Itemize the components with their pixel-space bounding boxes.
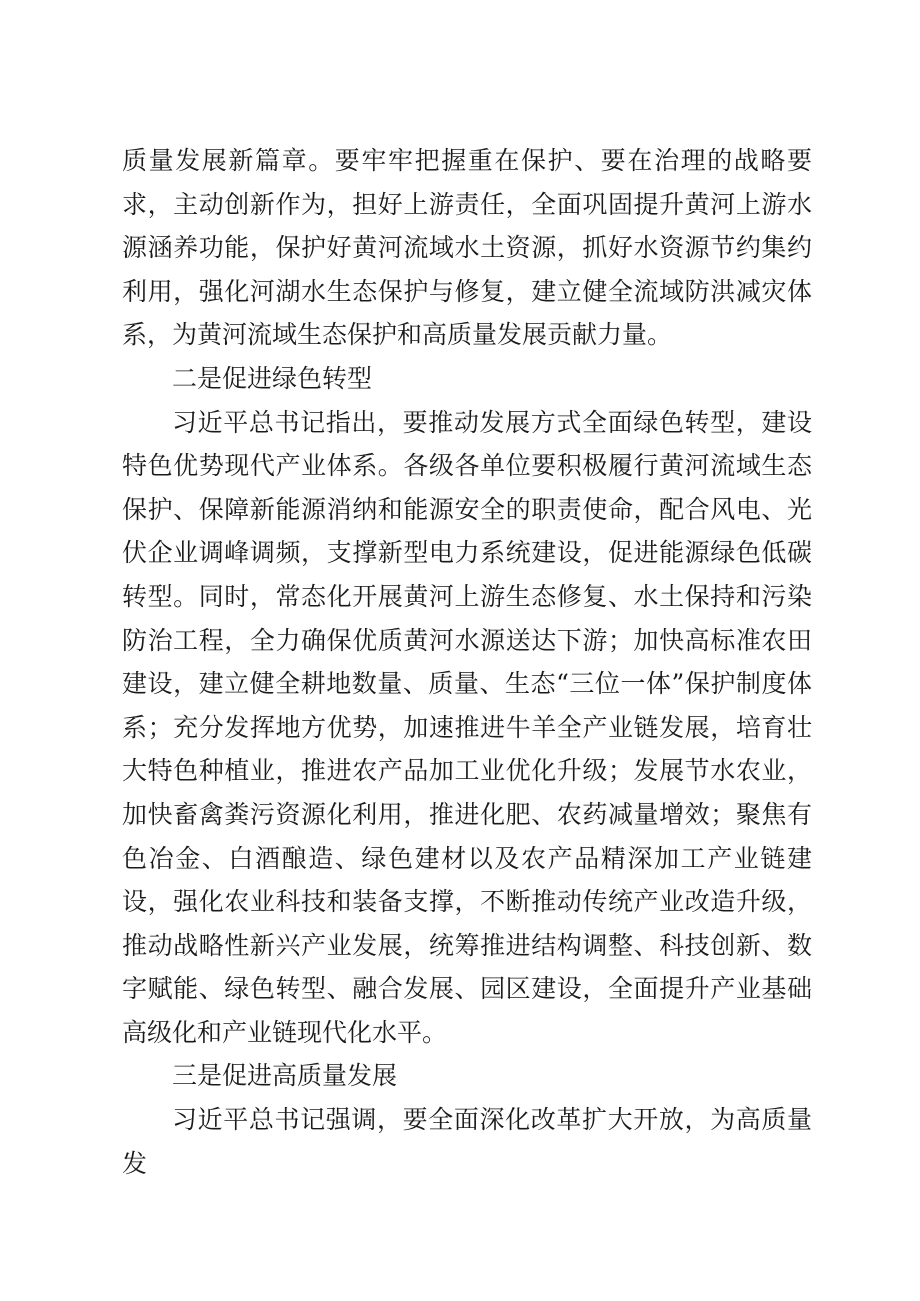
section-heading-green-transition: 二是促进绿色转型 xyxy=(172,363,373,393)
paragraph-high-quality-development: 习近平总书记强调，要全面深化改革扩大开放，为高质量发 xyxy=(122,1105,812,1178)
section-heading-high-quality-development: 三是促进高质量发展 xyxy=(172,1061,398,1091)
paragraph-intro: 质量发展新篇章。要牢牢把握重在保护、要在治理的战略要求，主动创新作为，担好上游责任，全面巩固提升黄河上游水源涵养功能，保护好黄河流域水土资源，抓好水资源节约集约利用，强化河湖水生态保护与修复，建立健全流域防洪减灾体系，为黄河流域生态保护和高质量发展贡献力量。 xyxy=(122,146,812,350)
document-body xyxy=(122,139,812,1185)
paragraph-green-transition: 习近平总书记指出，要推动发展方式全面绿色转型，建设特色优势现代产业体系。各级各单位要积极履行黄河流域生态保护、保障新能源消纳和能源安全的职责使命，配合风电、光伏企业调峰调频，支撑新型电力系统建设，促进能源绿色低碳转型。同时，常态化开展黄河上游生态修复、水土保持和污染防治工程，全力确保优质黄河水源送达下游；加快高标准农田建设，建立健全耕地数量、质量、生态“三位一体”保护制度体系；充分发挥地方优势，加速推进牛羊全产业链发展，培育壮大特色种植业，推进农产品加工业优化升级；发展节水农业，加快畜禽粪污资源化利用，推进化肥、农药减量增效；聚焦有色冶金、白酒酿造、绿色建材以及农产品精深加工产业链建设，强化农业科技和装备支撑，不断推动传统产业改造升级，推动战略性新兴产业发展，统筹推进结构调整、科技创新、数字赋能、绿色转型、融合发展、园区建设，全面提升产业基础高级化和产业链现代化水平。 xyxy=(122,407,812,1047)
